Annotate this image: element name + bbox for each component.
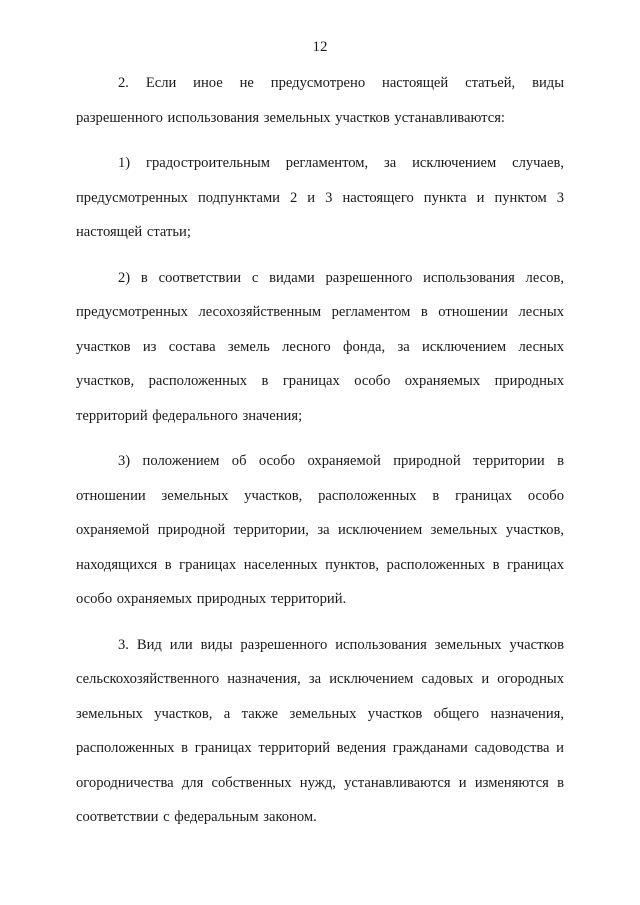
paragraph-2: 2. Если иное не предусмотрено настоящей статьей, виды разрешенного использования земельных участков устанавливаются:: [76, 75, 564, 126]
document-body: [76, 66, 564, 846]
page-number: 12: [312, 39, 328, 55]
list-item-3: 3) положением об особо охраняемой природной территории в отношении земельных участков, расположенных в границах особо охраняемой природной территории, за исключением земельных участков, находящихся в границах населенных пунктов, расположенных в границах особо охраняемых природных территорий.: [76, 453, 564, 607]
list-item-2: 2) в соответствии с видами разрешенного использования лесов, предусмотренных лесохозяйственным регламентом в отношении лесных участков из состава земель лесного фонда, за исключением лесных участков, расположенных в границах особо охраняемых природных территорий федерального значения;: [76, 269, 564, 424]
paragraph-3: 3. Вид или виды разрешенного использования земельных участков сельскохозяйственного назначения, за исключением садовых и огородных земельных участков, а также земельных участков общего назначения, расположенных в границах территорий ведения гражданами садоводства и огородничества для собственных нужд, устанавливаются и изменяются в соответствии с федеральным законом.: [76, 636, 564, 825]
list-item-1: 1) градостроительным регламентом, за исключением случаев, предусмотренных подпунктами 2 и 3 настоящего пункта и пунктом 3 настоящей статьи;: [76, 155, 564, 240]
